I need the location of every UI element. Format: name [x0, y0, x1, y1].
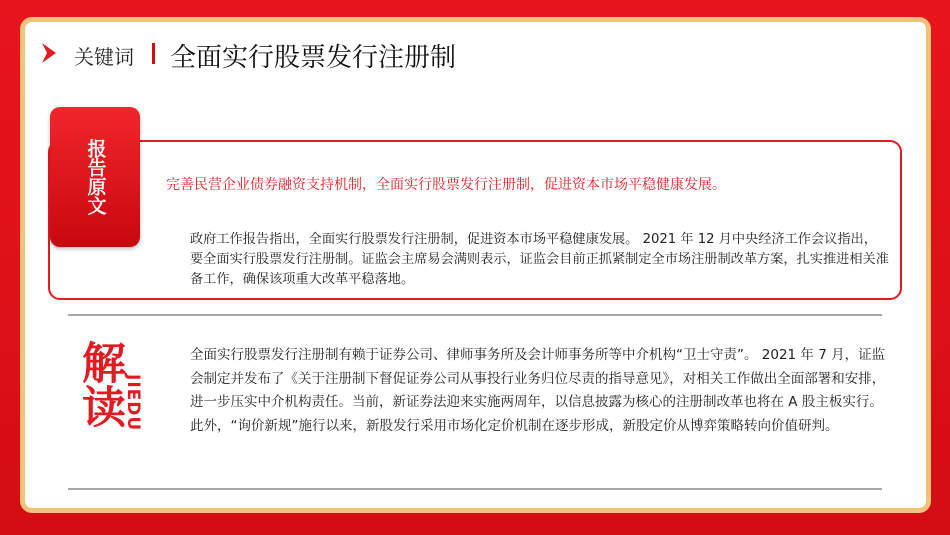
report-tag — [50, 107, 140, 247]
top-divider — [68, 314, 882, 316]
interpretation-body: 全面实行股票发行注册制有赖于证券公司、律师事务所及会计师事务所等中介机构“卫士守责”。 2021 年 7 月，证监会制定并发布了《关于注册制下督促证券公司从事投行业务归位尽责的指导意见》，对相关工作做出全面部署和安排，进一步压实中介机构责任。当前，新证券法迎来实施两周年，以信息披露为核心的注册制改革也将在 A 股主板实行。此外，“询价新规”施行以来，新股发行采用市场化定价机制在逐步形成，新股定价从博弈策略转向价值研判。 — [190, 347, 886, 434]
report-tag-label: 报告原文 — [84, 139, 107, 215]
title-separator — [152, 43, 155, 64]
chevron-right-icon — [42, 43, 56, 63]
interpretation-label: 解读 — [74, 340, 125, 428]
page-title: 全面实行股票发行注册制 — [170, 43, 457, 73]
interpretation-label-en: JIEDU — [123, 374, 143, 432]
bottom-divider — [68, 488, 882, 490]
report-highlight: 完善民营企业债券融资支持机制，全面实行股票发行注册制，促进资本市场平稳健康发展。 — [166, 177, 726, 193]
report-body: 政府工作报告指出，全面实行股票发行注册制，促进资本市场平稳健康发展。 2021 年 12 月中央经济工作会议指出，要全面实行股票发行注册制。证监会主席易会满则表示，证监会目前正抓紧制定全市场注册制改革方案，扎实推进相关准备工作，确保该项重大改革平稳落地。 — [190, 232, 889, 287]
keyword-label: 关键词 — [74, 45, 134, 69]
